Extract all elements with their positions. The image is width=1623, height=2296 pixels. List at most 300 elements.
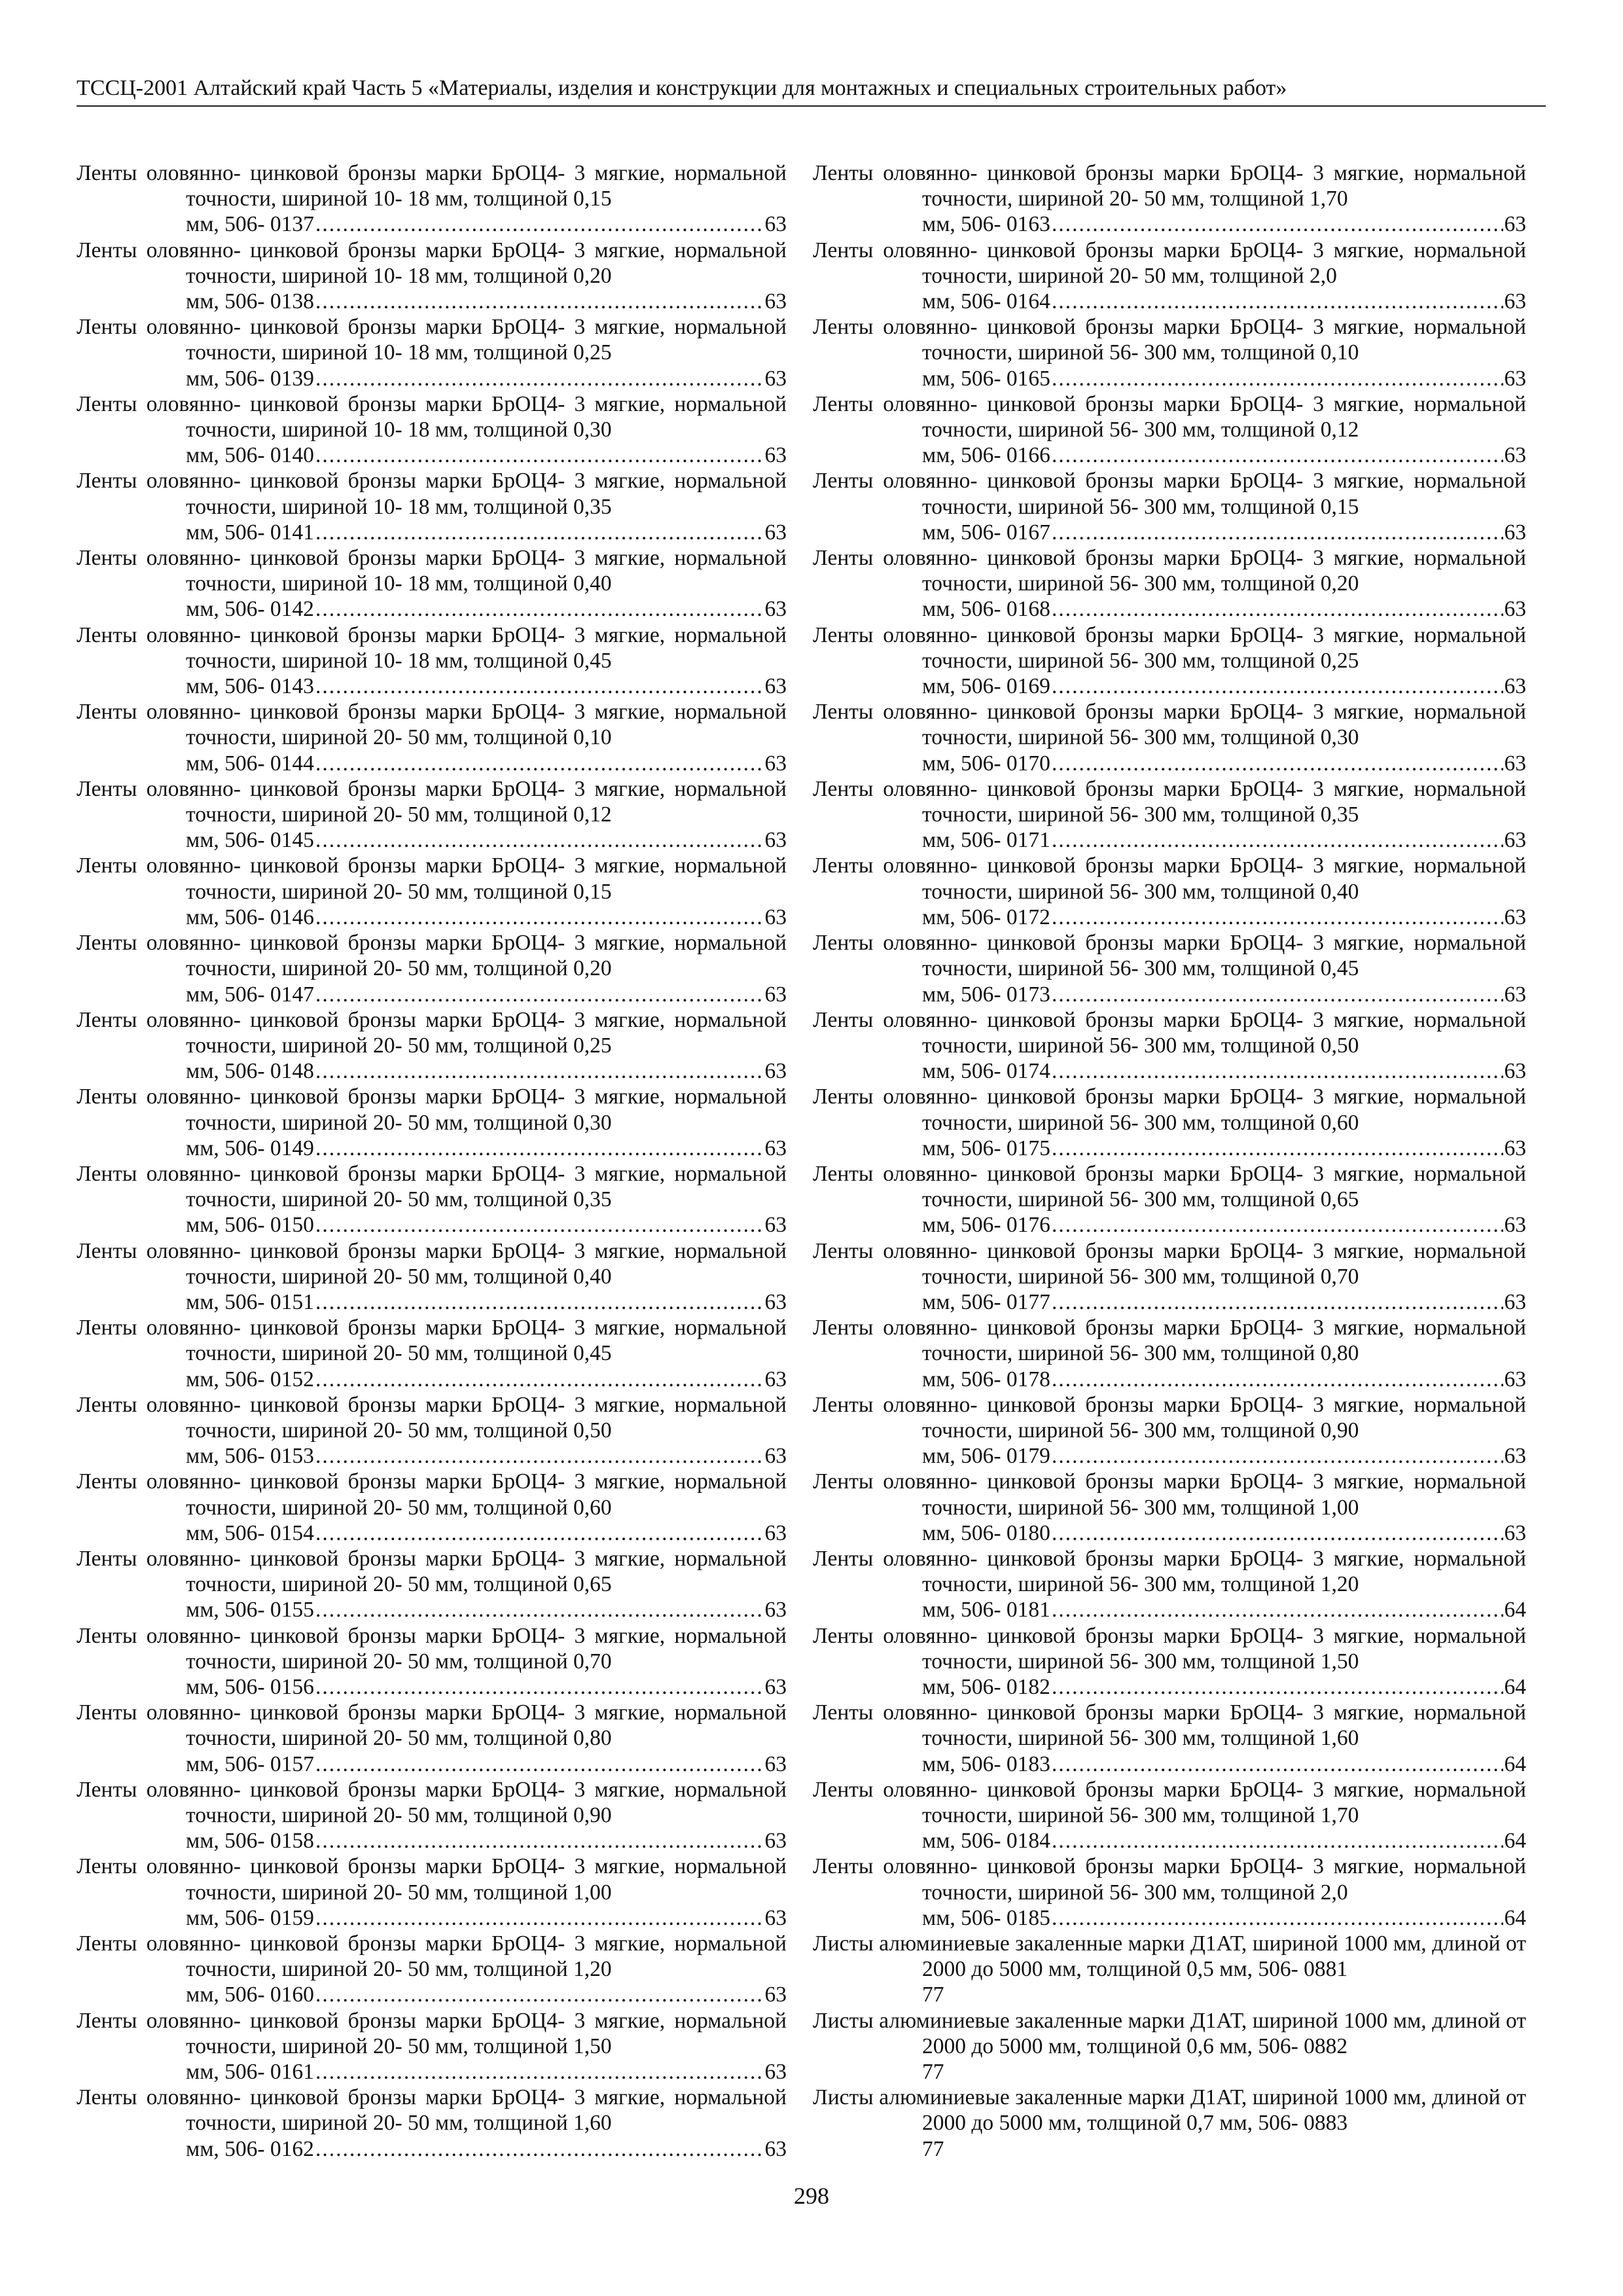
- entry-page: 63: [764, 1829, 787, 1854]
- entry-page: 64: [1504, 1598, 1526, 1623]
- entry-code: мм, 506- 0181: [922, 1598, 1050, 1623]
- entry-ref-line: [813, 1367, 1526, 1392]
- entry-text: Ленты оловянно- цинковой бронзы марки БрОЦ4- 3 мягкие, нормальной точности, шириной 20- 50 мм, толщиной 0,80: [77, 1700, 787, 1751]
- entry-page: 77: [922, 2060, 944, 2085]
- entry-ref-line: [77, 673, 787, 699]
- entry-text: Ленты оловянно- цинковой бронзы марки БрОЦ4- 3 мягкие, нормальной точности, шириной 10- 18 мм, толщиной 0,45: [77, 622, 787, 673]
- index-entry: [77, 930, 787, 1007]
- entry-code: мм, 506- 0150: [186, 1213, 314, 1238]
- entry-text: Ленты оловянно- цинковой бронзы марки БрОЦ4- 3 мягкие, нормальной точности, шириной 20- 50 мм, толщиной 0,90: [77, 1777, 787, 1827]
- page-header: [77, 74, 1546, 107]
- dot-leader: [315, 673, 764, 699]
- entry-page: 63: [1504, 982, 1526, 1007]
- dot-leader: [315, 2059, 764, 2085]
- entry-page: 63: [764, 212, 787, 237]
- entry-code: мм, 506- 0162: [186, 2136, 314, 2161]
- entry-page: 63: [764, 597, 787, 622]
- entry-page: 63: [1504, 289, 1526, 314]
- entry-page: 77: [922, 1982, 944, 2007]
- entry-page: 63: [1504, 1367, 1526, 1391]
- entry-text: Ленты оловянно- цинковой бронзы марки БрОЦ4- 3 мягкие, нормальной точности, шириной 10- 18 мм, толщиной 0,20: [77, 238, 787, 288]
- entry-page: 63: [764, 1136, 787, 1160]
- entry-code: мм, 506- 0142: [186, 597, 314, 622]
- entry-code: мм, 506- 0175: [922, 1136, 1050, 1160]
- entry-code: мм, 506- 0143: [186, 674, 314, 699]
- entry-ref-line: [813, 751, 1526, 776]
- entry-ref-line: [77, 2136, 787, 2162]
- dot-leader: [1052, 289, 1503, 314]
- index-entry: [77, 545, 787, 622]
- dot-leader: [315, 1751, 764, 1777]
- index-entry: [813, 2008, 1526, 2085]
- entry-text: Ленты оловянно- цинковой бронзы марки БрОЦ4- 3 мягкие, нормальной точности, шириной 20- 50 мм, толщиной 0,65: [77, 1546, 787, 1597]
- index-entry: [77, 1854, 787, 1931]
- entry-page: 63: [764, 1213, 787, 1238]
- entry-code: мм, 506- 0151: [186, 1289, 314, 1314]
- entry-ref-line: [813, 211, 1526, 237]
- entry-text: Ленты оловянно- цинковой бронзы марки БрОЦ4- 3 мягкие, нормальной точности, шириной 56- 300 мм, толщиной 0,30: [813, 700, 1526, 750]
- dot-leader: [315, 1289, 764, 1315]
- index-entry: [77, 391, 787, 469]
- index-entry: [813, 545, 1526, 622]
- entry-page: 63: [764, 1520, 787, 1545]
- left-column: [77, 160, 787, 2162]
- index-entry: [77, 853, 787, 930]
- entry-text: Ленты оловянно- цинковой бронзы марки БрОЦ4- 3 мягкие, нормальной точности, шириной 20- 50 мм, толщиной 0,25: [77, 1007, 787, 1058]
- entry-ref-line: [77, 1058, 787, 1084]
- entry-code: мм, 506- 0166: [922, 443, 1050, 468]
- entry-code: мм, 506- 0185: [922, 1905, 1050, 1930]
- entry-page: 63: [764, 828, 787, 853]
- dot-leader: [315, 1982, 764, 2007]
- dot-leader: [315, 442, 764, 468]
- dot-leader: [1052, 905, 1503, 930]
- entry-code: мм, 506- 0160: [186, 1982, 314, 2007]
- entry-ref-line: [77, 442, 787, 468]
- dot-leader: [1052, 1058, 1503, 1084]
- index-entry: [77, 1392, 787, 1469]
- entry-page: 63: [764, 520, 787, 545]
- entry-text: Ленты оловянно- цинковой бронзы марки БрОЦ4- 3 мягкие, нормальной точности, шириной 20- 50 мм, толщиной 0,30: [77, 1085, 787, 1135]
- entry-ref-line: [77, 211, 787, 237]
- index-entry: [77, 1084, 787, 1161]
- entry-ref-line: [813, 982, 1526, 1007]
- entry-page: 63: [764, 674, 787, 699]
- entry-text: Ленты оловянно- цинковой бронзы марки БрОЦ4- 3 мягкие, нормальной точности, шириной 56- 300 мм, толщиной 0,50: [813, 1007, 1526, 1058]
- entry-text: Ленты оловянно- цинковой бронзы марки БрОЦ4- 3 мягкие, нормальной точности, шириной 56- 300 мм, толщиной 0,80: [813, 1316, 1526, 1366]
- entry-page: 63: [764, 2060, 787, 2085]
- entry-text: Ленты оловянно- цинковой бронзы марки БрОЦ4- 3 мягкие, нормальной точности, шириной 56- 300 мм, толщиной 1,00: [813, 1469, 1526, 1520]
- entry-text: Ленты оловянно- цинковой бронзы марки БрОЦ4- 3 мягкие, нормальной точности, шириной 20- 50 мм, толщиной 0,45: [77, 1316, 787, 1366]
- entry-text: Ленты оловянно- цинковой бронзы марки БрОЦ4- 3 мягкие, нормальной точности, шириной 56- 300 мм, толщиной 1,50: [813, 1623, 1526, 1674]
- entry-ref-line: [813, 442, 1526, 468]
- entry-code: мм, 506- 0141: [186, 520, 314, 545]
- entry-text: Ленты оловянно- цинковой бронзы марки БрОЦ4- 3 мягкие, нормальной точности, шириной 10- 18 мм, толщиной 0,35: [77, 469, 787, 519]
- index-entry: [813, 1546, 1526, 1623]
- entry-ref-line: [77, 1674, 787, 1700]
- index-entry: [813, 160, 1526, 238]
- dot-leader: [315, 905, 764, 930]
- index-entry: [77, 468, 787, 545]
- index-entry: [813, 1315, 1526, 1392]
- dot-leader: [1052, 827, 1503, 853]
- entry-ref-line: [77, 1443, 787, 1469]
- dot-leader: [1052, 982, 1503, 1007]
- index-entry: [77, 238, 787, 315]
- entry-ref-line: [77, 1367, 787, 1392]
- entry-text: Ленты оловянно- цинковой бронзы марки БрОЦ4- 3 мягкие, нормальной точности, шириной 56- 300 мм, толщиной 1,60: [813, 1700, 1526, 1751]
- entry-page: 63: [764, 289, 787, 314]
- entry-code: мм, 506- 0161: [186, 2060, 314, 2085]
- entry-text: Ленты оловянно- цинковой бронзы марки БрОЦ4- 3 мягкие, нормальной точности, шириной 56- 300 мм, толщиной 2,0: [813, 1854, 1526, 1905]
- entry-code: мм, 506- 0153: [186, 1444, 314, 1469]
- index-entry: [77, 160, 787, 238]
- index-entry: [813, 776, 1526, 853]
- entry-ref-line: [813, 1212, 1526, 1238]
- page-number: 298: [794, 2183, 829, 2209]
- entry-ref-line: [77, 520, 787, 545]
- dot-leader: [315, 596, 764, 622]
- dot-leader: [1052, 1751, 1503, 1777]
- entry-page: 63: [764, 751, 787, 776]
- dot-leader: [315, 366, 764, 391]
- index-entry: [77, 2008, 787, 2085]
- index-entry: [77, 1623, 787, 1700]
- dot-leader: [1052, 211, 1503, 237]
- entry-ref-line: [77, 1751, 787, 1777]
- entry-ref-line: [813, 520, 1526, 545]
- entry-page: 63: [1504, 443, 1526, 468]
- entry-text: Ленты оловянно- цинковой бронзы марки БрОЦ4- 3 мягкие, нормальной точности, шириной 10- 18 мм, толщиной 0,25: [77, 315, 787, 365]
- entry-ref-line: [77, 1905, 787, 1931]
- entry-code: мм, 506- 0179: [922, 1444, 1050, 1469]
- entry-ref-line: [77, 596, 787, 622]
- entry-page: 63: [1504, 828, 1526, 853]
- entry-code: мм, 506- 0183: [922, 1751, 1050, 1776]
- entry-ref-line: [813, 827, 1526, 853]
- entry-page: 63: [764, 366, 787, 391]
- entry-ref-line: [813, 1136, 1526, 1161]
- dot-leader: [1052, 1520, 1503, 1546]
- entry-text: Ленты оловянно- цинковой бронзы марки БрОЦ4- 3 мягкие, нормальной точности, шириной 20- 50 мм, толщиной 0,15: [77, 853, 787, 904]
- entry-ref-line: [813, 905, 1526, 930]
- index-entry: [813, 853, 1526, 930]
- entry-code: мм, 506- 0148: [186, 1059, 314, 1084]
- entry-text: Ленты оловянно- цинковой бронзы марки БрОЦ4- 3 мягкие, нормальной точности, шириной 56- 300 мм, толщиной 0,65: [813, 1161, 1526, 1212]
- dot-leader: [1052, 1828, 1503, 1854]
- index-entry: [813, 1007, 1526, 1085]
- dot-leader: [1052, 1905, 1503, 1931]
- index-entry: [77, 2085, 787, 2162]
- entry-text: Листы алюминиевые закаленные марки Д1АТ, шириной 1000 мм, длиной от 2000 до 5000 мм, толщиной 0,7 мм, 506- 0883: [813, 2085, 1526, 2136]
- entry-code: мм, 506- 0157: [186, 1751, 314, 1776]
- entry-text: Ленты оловянно- цинковой бронзы марки БрОЦ4- 3 мягкие, нормальной точности, шириной 20- 50 мм, толщиной 1,60: [77, 2085, 787, 2136]
- index-entry: [813, 2085, 1526, 2162]
- entry-page: 63: [764, 1598, 787, 1623]
- entry-page: 63: [764, 443, 787, 468]
- entry-code: мм, 506- 0168: [922, 597, 1050, 622]
- dot-leader: [1052, 1674, 1503, 1700]
- index-entry: [813, 1777, 1526, 1854]
- entry-text: Ленты оловянно- цинковой бронзы марки БрОЦ4- 3 мягкие, нормальной точности, шириной 10- 18 мм, толщиной 0,30: [77, 391, 787, 442]
- dot-leader: [315, 520, 764, 545]
- dot-leader: [1052, 1212, 1503, 1238]
- entry-code: мм, 506- 0173: [922, 982, 1050, 1007]
- entry-page: 63: [764, 1289, 787, 1314]
- entry-code: мм, 506- 0177: [922, 1289, 1050, 1314]
- entry-text: Ленты оловянно- цинковой бронзы марки БрОЦ4- 3 мягкие, нормальной точности, шириной 56- 300 мм, толщиной 0,20: [813, 546, 1526, 596]
- index-entry: [77, 776, 787, 853]
- entry-text: Ленты оловянно- цинковой бронзы марки БрОЦ4- 3 мягкие, нормальной точности, шириной 56- 300 мм, толщиной 0,90: [813, 1392, 1526, 1443]
- dot-leader: [315, 1674, 764, 1700]
- dot-leader: [1052, 751, 1503, 776]
- dot-leader: [1052, 1367, 1503, 1392]
- entry-ref-line: [77, 1828, 787, 1854]
- entry-text: Ленты оловянно- цинковой бронзы марки БрОЦ4- 3 мягкие, нормальной точности, шириной 20- 50 мм, толщиной 1,50: [77, 2008, 787, 2058]
- entry-page: 63: [764, 1905, 787, 1930]
- index-entry: [813, 1469, 1526, 1546]
- entry-code: мм, 506- 0144: [186, 751, 314, 776]
- entry-code: мм, 506- 0154: [186, 1520, 314, 1545]
- entry-code: мм, 506- 0145: [186, 828, 314, 853]
- index-entry: [813, 1931, 1526, 2008]
- dot-leader: [1052, 442, 1503, 468]
- dot-leader: [1052, 366, 1503, 391]
- entry-code: мм, 506- 0140: [186, 443, 314, 468]
- entry-code: мм, 506- 0165: [922, 366, 1050, 391]
- index-entry: [77, 1546, 787, 1623]
- entry-page: 63: [1504, 1444, 1526, 1469]
- entry-page: 63: [764, 1059, 787, 1084]
- index-entry: [77, 622, 787, 700]
- dot-leader: [315, 1597, 764, 1623]
- dot-leader: [1052, 673, 1503, 699]
- entry-page: 63: [1504, 1059, 1526, 1084]
- entry-text: Листы алюминиевые закаленные марки Д1АТ, шириной 1000 мм, длиной от 2000 до 5000 мм, толщиной 0,5 мм, 506- 0881: [813, 1931, 1526, 1982]
- index-entry: [77, 1469, 787, 1546]
- entry-code: мм, 506- 0170: [922, 751, 1050, 776]
- entry-code: мм, 506- 0155: [186, 1598, 314, 1623]
- entry-ref-line: [813, 1674, 1526, 1700]
- index-entry: [813, 314, 1526, 391]
- entry-ref-line: [813, 596, 1526, 622]
- entry-page: 63: [764, 1367, 787, 1391]
- dot-leader: [315, 1443, 764, 1469]
- dot-leader: [315, 1058, 764, 1084]
- entry-code: мм, 506- 0182: [922, 1674, 1050, 1699]
- entry-ref-line: [77, 905, 787, 930]
- entry-page: 63: [1504, 597, 1526, 622]
- entry-code: мм, 506- 0164: [922, 289, 1050, 314]
- index-entry: [77, 1777, 787, 1854]
- index-entry: [77, 699, 787, 776]
- entry-text: Ленты оловянно- цинковой бронзы марки БрОЦ4- 3 мягкие, нормальной точности, шириной 10- 18 мм, толщиной 0,40: [77, 546, 787, 596]
- entry-page: 64: [1504, 1905, 1526, 1930]
- dot-leader: [315, 2136, 764, 2162]
- index-entry: [813, 699, 1526, 776]
- entry-text: Ленты оловянно- цинковой бронзы марки БрОЦ4- 3 мягкие, нормальной точности, шириной 56- 300 мм, толщиной 0,45: [813, 931, 1526, 981]
- entry-ref-line: [77, 1597, 787, 1623]
- entry-code: мм, 506- 0139: [186, 366, 314, 391]
- entry-ref-line: [77, 982, 787, 1007]
- dot-leader: [1052, 596, 1503, 622]
- entry-ref-line: [77, 2059, 787, 2085]
- entry-page: 63: [1504, 1520, 1526, 1545]
- entry-text: Ленты оловянно- цинковой бронзы марки БрОЦ4- 3 мягкие, нормальной точности, шириной 20- 50 мм, толщиной 0,40: [77, 1238, 787, 1289]
- entry-ref-line: [77, 1520, 787, 1546]
- entry-text: Ленты оловянно- цинковой бронзы марки БрОЦ4- 3 мягкие, нормальной точности, шириной 56- 300 мм, толщиной 0,12: [813, 391, 1526, 442]
- dot-leader: [315, 1136, 764, 1161]
- entry-ref-line: [77, 1289, 787, 1315]
- entry-ref-line: [77, 1212, 787, 1238]
- entry-page: 63: [764, 2136, 787, 2161]
- entry-page: 77: [922, 2136, 944, 2161]
- entry-text: Ленты оловянно- цинковой бронзы марки БрОЦ4- 3 мягкие, нормальной точности, шириной 20- 50 мм, толщиной 0,20: [77, 931, 787, 981]
- entry-code: мм, 506- 0149: [186, 1136, 314, 1160]
- dot-leader: [315, 1212, 764, 1238]
- entry-text: Ленты оловянно- цинковой бронзы марки БрОЦ4- 3 мягкие, нормальной точности, шириной 20- 50 мм, толщиной 1,00: [77, 1854, 787, 1905]
- entry-code: мм, 506- 0152: [186, 1367, 314, 1391]
- index-entry: [77, 1238, 787, 1316]
- entry-code: мм, 506- 0137: [186, 212, 314, 237]
- index-entry: [813, 468, 1526, 545]
- entry-code: мм, 506- 0169: [922, 674, 1050, 699]
- entry-text: Ленты оловянно- цинковой бронзы марки БрОЦ4- 3 мягкие, нормальной точности, шириной 20- 50 мм, толщиной 0,35: [77, 1161, 787, 1212]
- entry-text: Ленты оловянно- цинковой бронзы марки БрОЦ4- 3 мягкие, нормальной точности, шириной 20- 50 мм, толщиной 0,10: [77, 700, 787, 750]
- entry-ref-line: [77, 1136, 787, 1161]
- entry-text: Ленты оловянно- цинковой бронзы марки БрОЦ4- 3 мягкие, нормальной точности, шириной 56- 300 мм, толщиной 0,15: [813, 469, 1526, 519]
- dot-leader: [315, 982, 764, 1007]
- index-entry: [77, 1007, 787, 1085]
- dot-leader: [1052, 1289, 1503, 1315]
- entry-page: 63: [764, 905, 787, 929]
- dot-leader: [315, 1828, 764, 1854]
- entry-text: Ленты оловянно- цинковой бронзы марки БрОЦ4- 3 мягкие, нормальной точности, шириной 20- 50 мм, толщиной 0,60: [77, 1469, 787, 1520]
- entry-ref-line: [77, 366, 787, 391]
- entry-ref-line: [77, 1982, 787, 2007]
- entry-code: мм, 506- 0147: [186, 982, 314, 1007]
- dot-leader: [315, 1520, 764, 1546]
- dot-leader: [315, 751, 764, 776]
- entry-text: Ленты оловянно- цинковой бронзы марки БрОЦ4- 3 мягкие, нормальной точности, шириной 56- 300 мм, толщиной 1,70: [813, 1777, 1526, 1827]
- entry-text: Листы алюминиевые закаленные марки Д1АТ, шириной 1000 мм, длиной от 2000 до 5000 мм, толщиной 0,6 мм, 506- 0882: [813, 2008, 1526, 2058]
- entry-text: Ленты оловянно- цинковой бронзы марки БрОЦ4- 3 мягкие, нормальной точности, шириной 10- 18 мм, толщиной 0,15: [77, 161, 787, 211]
- entry-page: 63: [764, 1751, 787, 1776]
- entry-ref-line: [813, 1443, 1526, 1469]
- index-entry: [77, 1931, 787, 2008]
- entry-code: мм, 506- 0156: [186, 1674, 314, 1699]
- entry-text: Ленты оловянно- цинковой бронзы марки БрОЦ4- 3 мягкие, нормальной точности, шириной 56- 300 мм, толщиной 0,40: [813, 853, 1526, 904]
- dot-leader: [1052, 1597, 1503, 1623]
- entry-text: Ленты оловянно- цинковой бронзы марки БрОЦ4- 3 мягкие, нормальной точности, шириной 20- 50 мм, толщиной 0,12: [77, 776, 787, 827]
- entry-page: 63: [1504, 751, 1526, 776]
- entry-text: Ленты оловянно- цинковой бронзы марки БрОЦ4- 3 мягкие, нормальной точности, шириной 56- 300 мм, толщиной 0,60: [813, 1085, 1526, 1135]
- entry-code: мм, 506- 0178: [922, 1367, 1050, 1391]
- index-entry: [813, 1700, 1526, 1777]
- index-entry: [77, 314, 787, 391]
- entry-code: мм, 506- 0171: [922, 828, 1050, 853]
- entry-page: 63: [1504, 1213, 1526, 1238]
- entry-code: мм, 506- 0158: [186, 1829, 314, 1854]
- entry-ref-line: [813, 673, 1526, 699]
- index-entry: [813, 1392, 1526, 1469]
- entry-code: мм, 506- 0163: [922, 212, 1050, 237]
- right-column: [813, 160, 1526, 2162]
- entry-ref-line: [813, 1289, 1526, 1315]
- entry-page: 63: [1504, 1136, 1526, 1160]
- entry-code: мм, 506- 0138: [186, 289, 314, 314]
- entry-page: 63: [1504, 366, 1526, 391]
- entry-page: 63: [764, 1982, 787, 2007]
- entry-code: мм, 506- 0167: [922, 520, 1050, 545]
- index-entry: [77, 1161, 787, 1238]
- entry-code: мм, 506- 0159: [186, 1905, 314, 1930]
- entry-text: Ленты оловянно- цинковой бронзы марки БрОЦ4- 3 мягкие, нормальной точности, шириной 20- 50 мм, толщиной 0,70: [77, 1623, 787, 1674]
- entry-ref-line: [77, 289, 787, 314]
- entry-code: мм, 506- 0174: [922, 1059, 1050, 1084]
- entry-ref-line: [813, 1520, 1526, 1546]
- entry-ref-line: [813, 1597, 1526, 1623]
- entry-page: 63: [1504, 674, 1526, 699]
- index-entry: [813, 1238, 1526, 1316]
- entry-page: 63: [1504, 1289, 1526, 1314]
- entry-ref-line: [813, 289, 1526, 314]
- entry-text: Ленты оловянно- цинковой бронзы марки БрОЦ4- 3 мягкие, нормальной точности, шириной 20- 50 мм, толщиной 2,0: [813, 238, 1526, 288]
- entry-page: 64: [1504, 1829, 1526, 1854]
- entry-text: Ленты оловянно- цинковой бронзы марки БрОЦ4- 3 мягкие, нормальной точности, шириной 56- 300 мм, толщиной 0,10: [813, 315, 1526, 365]
- entry-ref-line: [77, 827, 787, 853]
- entry-code: мм, 506- 0146: [186, 905, 314, 929]
- dot-leader: [315, 827, 764, 853]
- entry-ref-line: [813, 1905, 1526, 1931]
- entry-text: Ленты оловянно- цинковой бронзы марки БрОЦ4- 3 мягкие, нормальной точности, шириной 56- 300 мм, толщиной 1,20: [813, 1546, 1526, 1597]
- index-entry: [813, 391, 1526, 469]
- entry-text: Ленты оловянно- цинковой бронзы марки БрОЦ4- 3 мягкие, нормальной точности, шириной 56- 300 мм, толщиной 0,35: [813, 776, 1526, 827]
- index-entry: [813, 622, 1526, 700]
- dot-leader: [315, 289, 764, 314]
- index-entry: [813, 1623, 1526, 1700]
- entry-text: Ленты оловянно- цинковой бронзы марки БрОЦ4- 3 мягкие, нормальной точности, шириной 20- 50 мм, толщиной 0,50: [77, 1392, 787, 1443]
- index-entry: [77, 1700, 787, 1777]
- entry-page: 63: [764, 982, 787, 1007]
- entry-code: мм, 506- 0172: [922, 905, 1050, 929]
- dot-leader: [1052, 520, 1503, 545]
- entry-ref-line: [813, 1751, 1526, 1777]
- entry-page: 63: [1504, 905, 1526, 929]
- entry-text: Ленты оловянно- цинковой бронзы марки БрОЦ4- 3 мягкие, нормальной точности, шириной 56- 300 мм, толщиной 0,25: [813, 622, 1526, 673]
- dot-leader: [315, 1905, 764, 1931]
- index-entry: [813, 1854, 1526, 1931]
- dot-leader: [1052, 1136, 1503, 1161]
- entry-text: Ленты оловянно- цинковой бронзы марки БрОЦ4- 3 мягкие, нормальной точности, шириной 56- 300 мм, толщиной 0,70: [813, 1238, 1526, 1289]
- entry-page: 64: [1504, 1751, 1526, 1776]
- entry-ref-line: [813, 1058, 1526, 1084]
- entry-ref-line: [77, 751, 787, 776]
- entry-code: мм, 506- 0184: [922, 1829, 1050, 1854]
- index-entry: [813, 1161, 1526, 1238]
- entry-page: 63: [764, 1444, 787, 1469]
- entry-page: 63: [1504, 520, 1526, 545]
- index-entry: [813, 1084, 1526, 1161]
- dot-leader: [315, 1367, 764, 1392]
- entry-page: 64: [1504, 1674, 1526, 1699]
- index-entry: [813, 238, 1526, 315]
- entry-text: Ленты оловянно- цинковой бронзы марки БрОЦ4- 3 мягкие, нормальной точности, шириной 20- 50 мм, толщиной 1,20: [77, 1931, 787, 1982]
- entry-ref-line: [813, 1828, 1526, 1854]
- index-entry: [813, 930, 1526, 1007]
- dot-leader: [315, 211, 764, 237]
- dot-leader: [1052, 1443, 1503, 1469]
